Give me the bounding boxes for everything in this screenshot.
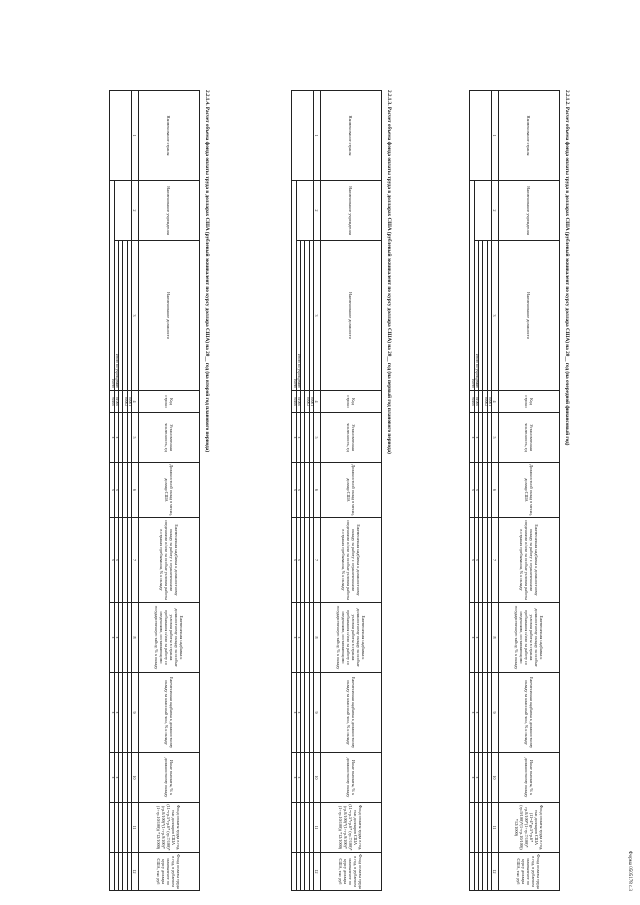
table-cell (114, 181, 131, 241)
x-mark: x (110, 603, 114, 673)
table-cell (119, 803, 123, 853)
table-cell (301, 391, 305, 413)
col-number: 5 (492, 413, 499, 463)
col-number: 12 (492, 853, 499, 891)
header-position: Наименование должности (139, 241, 200, 391)
x-mark: x (110, 413, 114, 463)
total-institution-code: 01000 (474, 391, 478, 413)
x-mark: x (470, 603, 474, 673)
col-number: 6 (492, 463, 499, 518)
table-cell (483, 603, 487, 673)
table-cell (479, 803, 483, 853)
col-number: 2 (492, 181, 499, 241)
col-number: 1 (132, 91, 139, 181)
header-row-code: Код строки (499, 391, 560, 413)
x-mark: x (470, 673, 474, 753)
table-cell (487, 753, 491, 803)
table-cell (119, 603, 123, 673)
col-number: 10 (132, 753, 139, 803)
table-cell (127, 853, 131, 891)
table-cell (301, 753, 305, 803)
table-cell (127, 463, 131, 518)
table-cell (309, 241, 313, 391)
table-cell (110, 91, 132, 181)
table-cell (474, 803, 478, 853)
table-cell (309, 753, 313, 803)
table-cell (479, 391, 483, 413)
x-mark: x (292, 673, 296, 753)
total-all-code: 90100 (110, 391, 114, 413)
table-cell (127, 803, 131, 853)
table-cell (292, 91, 314, 181)
x-mark: x (292, 753, 296, 803)
table-cell (309, 673, 313, 753)
x-mark: x (296, 753, 300, 803)
table-3 (109, 90, 200, 891)
header-other: Иные выплаты, % к должностному окладу (321, 753, 382, 803)
table-cell (470, 91, 492, 181)
table-cell (470, 803, 474, 853)
col-number: 11 (314, 803, 321, 853)
table-cell (487, 853, 491, 891)
col-number: 10 (492, 753, 499, 803)
table-cell (127, 673, 131, 753)
header-position: Наименование должности (321, 241, 382, 391)
x-mark: x (474, 673, 478, 753)
header-headcount: Установленная численность, ед (139, 413, 200, 463)
table-cell (119, 518, 123, 603)
total-all-code: 90100 (470, 391, 474, 413)
col-number: 4 (132, 391, 139, 413)
table-cell (123, 241, 127, 391)
table-cell (127, 603, 131, 673)
table-cell (479, 518, 483, 603)
col-number: 9 (132, 673, 139, 753)
table-cell (305, 673, 309, 753)
table-1 (469, 90, 560, 891)
col-number: 6 (132, 463, 139, 518)
x-mark: x (114, 603, 118, 673)
table-cell (119, 753, 123, 803)
table-cell (296, 803, 300, 853)
total-all-label: Всего (110, 181, 114, 391)
form-code: Форма 0505178 с.3 (627, 850, 632, 891)
row-code: 00002 (483, 391, 487, 413)
table-cell (123, 518, 127, 603)
table-cell (309, 413, 313, 463)
header-allowance-1: Ежемесячная надбавка к должностному окладу за работу с ограниченными сведениями и/или за особые условия работы в странах пребывания, % к окладу (499, 518, 560, 603)
table-cell (123, 463, 127, 518)
table-cell (119, 391, 123, 413)
table-cell (483, 241, 487, 391)
x-mark: x (114, 518, 118, 603)
header-position: Наименование должности (499, 241, 560, 391)
table-cell (114, 803, 118, 853)
x-mark: x (470, 413, 474, 463)
table-cell (119, 673, 123, 753)
table-cell (305, 853, 309, 891)
col-number: 12 (314, 853, 321, 891)
section-title-2: 2.2.1.3. Расчет объема фонда оплаты труда в долларах США (рублевый эквивалент по курсу доллара США) на 20__ год (на первый год планового периода) (386, 90, 392, 454)
header-row-code: Код строки (139, 391, 200, 413)
col-number: 7 (314, 518, 321, 603)
header-fund-rub: Фонд оплаты труда в год, в рублевом эквиваленте по курсу доллара США, тыс руб (499, 853, 560, 891)
row-code: 00002 (123, 391, 127, 413)
x-mark: x (470, 463, 474, 518)
total-institution-label: Итого по учреждению (474, 241, 478, 391)
table-cell (292, 853, 296, 891)
x-mark: x (296, 518, 300, 603)
table-cell (305, 603, 309, 673)
table-cell (123, 673, 127, 753)
table-cell (483, 463, 487, 518)
col-number: 1 (492, 91, 499, 181)
header-allowance-1: Ежемесячная надбавка к должностному окладу за работу с ограниченными сведениями и/или за особые условия работы в странах пребывания, % к окладу (321, 518, 382, 603)
total-all-label: Всего (470, 181, 474, 391)
table-cell (487, 518, 491, 603)
table-cell (487, 463, 491, 518)
col-number: 11 (492, 803, 499, 853)
x-mark: x (292, 413, 296, 463)
x-mark: x (474, 463, 478, 518)
x-mark: x (114, 753, 118, 803)
x-mark: x (110, 673, 114, 753)
x-mark: x (474, 518, 478, 603)
header-salary: Должностной оклад в месяц, доллар США (321, 463, 382, 518)
x-mark: x (110, 753, 114, 803)
section-title-1: 2.2.1.2. Расчет объема фонда оплаты труда в долларах США (рублевый эквивалент по курсу доллара США) на 20__ год (на очередной финансовый год) (564, 90, 570, 446)
table-cell (305, 753, 309, 803)
table-cell (110, 853, 114, 891)
header-allowance-2: Ежемесячная надбавка к должностному окладу за особые условия работы в странах пребывания и/или за работу со сведениями, составляющими государственную тайну, % к окладу (499, 603, 560, 673)
col-number: 6 (314, 463, 321, 518)
col-number: 9 (492, 673, 499, 753)
col-number: 4 (492, 391, 499, 413)
row-code: 00001 (309, 391, 313, 413)
x-mark: x (470, 518, 474, 603)
x-mark: x (296, 463, 300, 518)
table-cell (474, 853, 478, 891)
table-cell (127, 241, 131, 391)
table-cell (123, 413, 127, 463)
col-number: 7 (492, 518, 499, 603)
table-cell (305, 241, 309, 391)
col-number: 5 (132, 413, 139, 463)
table-cell (483, 853, 487, 891)
table-cell (483, 518, 487, 603)
table-cell (483, 803, 487, 853)
x-mark: x (296, 603, 300, 673)
header-headcount: Установленная численность, ед (499, 413, 560, 463)
col-number: 10 (314, 753, 321, 803)
col-number: 9 (314, 673, 321, 753)
header-salary: Должностной оклад в месяц, доллар США (499, 463, 560, 518)
table-cell (309, 518, 313, 603)
total-institution-label: Итого по учреждению (114, 241, 118, 391)
table-cell (474, 181, 491, 241)
x-mark: x (296, 413, 300, 463)
header-class-rank: Ежемесячная надбавка к должностному окладу за классный чин, % к окладу (499, 673, 560, 753)
row-code: 00001 (487, 391, 491, 413)
table-cell (301, 413, 305, 463)
header-allowance-2: Ежемесячная надбавка к должностному окладу за особые условия работы в странах пребывания и/или за работу со сведениями, составляющими государственную тайну, % к окладу (139, 603, 200, 673)
table-cell (127, 753, 131, 803)
header-institution: Наименование учреждения (499, 181, 560, 241)
header-country: Наименование страны (321, 91, 382, 181)
header-allowance-2: Ежемесячная надбавка к должностному окладу за особые условия работы в странах пребывания и/или за работу со сведениями, составляющими государственную тайну, % к окладу (321, 603, 382, 673)
header-class-rank: Ежемесячная надбавка к должностному окладу за классный чин, % к окладу (139, 673, 200, 753)
table-cell (110, 803, 114, 853)
section-title-3: 2.2.1.4. Расчет объема фонда оплаты труда в долларах США (рублевый эквивалент по курсу доллара США) на 20__ год (на второй год планового периода) (204, 90, 210, 453)
table-cell (487, 803, 491, 853)
table-cell (301, 241, 305, 391)
total-all-code: 90100 (292, 391, 296, 413)
table-cell (479, 463, 483, 518)
table-cell (305, 803, 309, 853)
col-number: 1 (314, 91, 321, 181)
table-cell (114, 853, 118, 891)
header-fund-usd: Фонд оплаты труда в год, тыс долларов США (11=гр.5*гр.6* (гр.7/100)*(гр.8/100)*(1+гр.9/100)*(1+гр.10/100)) *12/1000) (139, 803, 200, 853)
table-cell (479, 753, 483, 803)
header-other: Иные выплаты, % к должностному окладу (139, 753, 200, 803)
table-cell (309, 603, 313, 673)
header-headcount: Установленная численность, ед (321, 413, 382, 463)
table-cell (301, 853, 305, 891)
table-cell (487, 603, 491, 673)
header-fund-rub: Фонд оплаты труда в год, в рублевом эквиваленте по курсу доллара США, тыс руб (321, 853, 382, 891)
table-cell (305, 413, 309, 463)
header-allowance-1: Ежемесячная надбавка к должностному окладу за работу с ограниченными сведениями и/или за особые условия работы в странах пребывания, % к окладу (139, 518, 200, 603)
table-cell (309, 463, 313, 518)
table-cell (309, 803, 313, 853)
table-cell (487, 241, 491, 391)
header-row-code: Код строки (321, 391, 382, 413)
table-cell (123, 753, 127, 803)
x-mark: x (114, 413, 118, 463)
table-cell (123, 603, 127, 673)
header-fund-usd: Фонд оплаты труда в год, тыс долларов США (11=4*gr.5*гр.6* гр.8/100*(1+гр.7/100)*(гр.9/100)*(1+гр.10/100)) *12/1000) (499, 803, 560, 853)
header-institution: Наименование учреждения (321, 181, 382, 241)
x-mark: x (292, 463, 296, 518)
col-number: 11 (132, 803, 139, 853)
table-cell (305, 463, 309, 518)
col-number: 5 (314, 413, 321, 463)
header-class-rank: Ежемесячная надбавка к должностному окладу за классный чин, % к окладу (321, 673, 382, 753)
table-cell (479, 603, 483, 673)
col-number: 4 (314, 391, 321, 413)
header-institution: Наименование учреждения (139, 181, 200, 241)
table-cell (301, 463, 305, 518)
header-fund-rub: Фонд оплаты труда в год, в рублевом эквиваленте по курсу доллара США, тыс руб (139, 853, 200, 891)
total-all-label: Всего (292, 181, 296, 391)
table-cell (487, 673, 491, 753)
col-number: 3 (492, 241, 499, 391)
col-number: 3 (314, 241, 321, 391)
col-number: 8 (132, 603, 139, 673)
col-number: 7 (132, 518, 139, 603)
table-cell (483, 673, 487, 753)
table-cell (483, 413, 487, 463)
header-country: Наименование страны (139, 91, 200, 181)
x-mark: x (110, 518, 114, 603)
total-institution-code: 01000 (114, 391, 118, 413)
table-cell (127, 518, 131, 603)
table-cell (301, 518, 305, 603)
x-mark: x (470, 753, 474, 803)
table-cell (479, 673, 483, 753)
table-cell (487, 413, 491, 463)
table-cell (305, 518, 309, 603)
table-cell (301, 803, 305, 853)
table-cell (296, 181, 313, 241)
row-code: 00001 (127, 391, 131, 413)
total-institution-label: Итого по учреждению (296, 241, 300, 391)
table-cell (301, 603, 305, 673)
table-cell (119, 241, 123, 391)
col-number: 2 (132, 181, 139, 241)
x-mark: x (474, 753, 478, 803)
table-cell (127, 413, 131, 463)
table-cell (470, 853, 474, 891)
col-number: 8 (314, 603, 321, 673)
col-number: 3 (132, 241, 139, 391)
table-cell (119, 413, 123, 463)
table-cell (296, 853, 300, 891)
col-number: 8 (492, 603, 499, 673)
x-mark: x (292, 518, 296, 603)
x-mark: x (474, 413, 478, 463)
table-cell (292, 803, 296, 853)
x-mark: x (474, 603, 478, 673)
x-mark: x (114, 673, 118, 753)
table-cell (119, 463, 123, 518)
header-other: Иные выплаты, % к должностному окладу (499, 753, 560, 803)
row-code: 00002 (305, 391, 309, 413)
x-mark: x (110, 463, 114, 518)
header-country: Наименование страны (499, 91, 560, 181)
x-mark: x (292, 603, 296, 673)
x-mark: x (296, 673, 300, 753)
table-cell (123, 853, 127, 891)
table-cell (309, 853, 313, 891)
total-institution-code: 01000 (296, 391, 300, 413)
table-cell (483, 753, 487, 803)
header-salary: Должностной оклад в месяц, доллар США (139, 463, 200, 518)
x-mark: x (114, 463, 118, 518)
table-cell (301, 673, 305, 753)
table-cell (123, 803, 127, 853)
table-2 (291, 90, 382, 891)
header-fund-usd: Фонд оплаты труда в год, тыс долларов США (11=гр.5*гр.6* (гр.7/100)*(гр.8/100)*(1+гр.9/100)*(1+гр.10/100)) *12/1000) (321, 803, 382, 853)
table-cell (479, 241, 483, 391)
col-number: 2 (314, 181, 321, 241)
table-cell (119, 853, 123, 891)
table-cell (479, 413, 483, 463)
col-number: 12 (132, 853, 139, 891)
table-cell (479, 853, 483, 891)
